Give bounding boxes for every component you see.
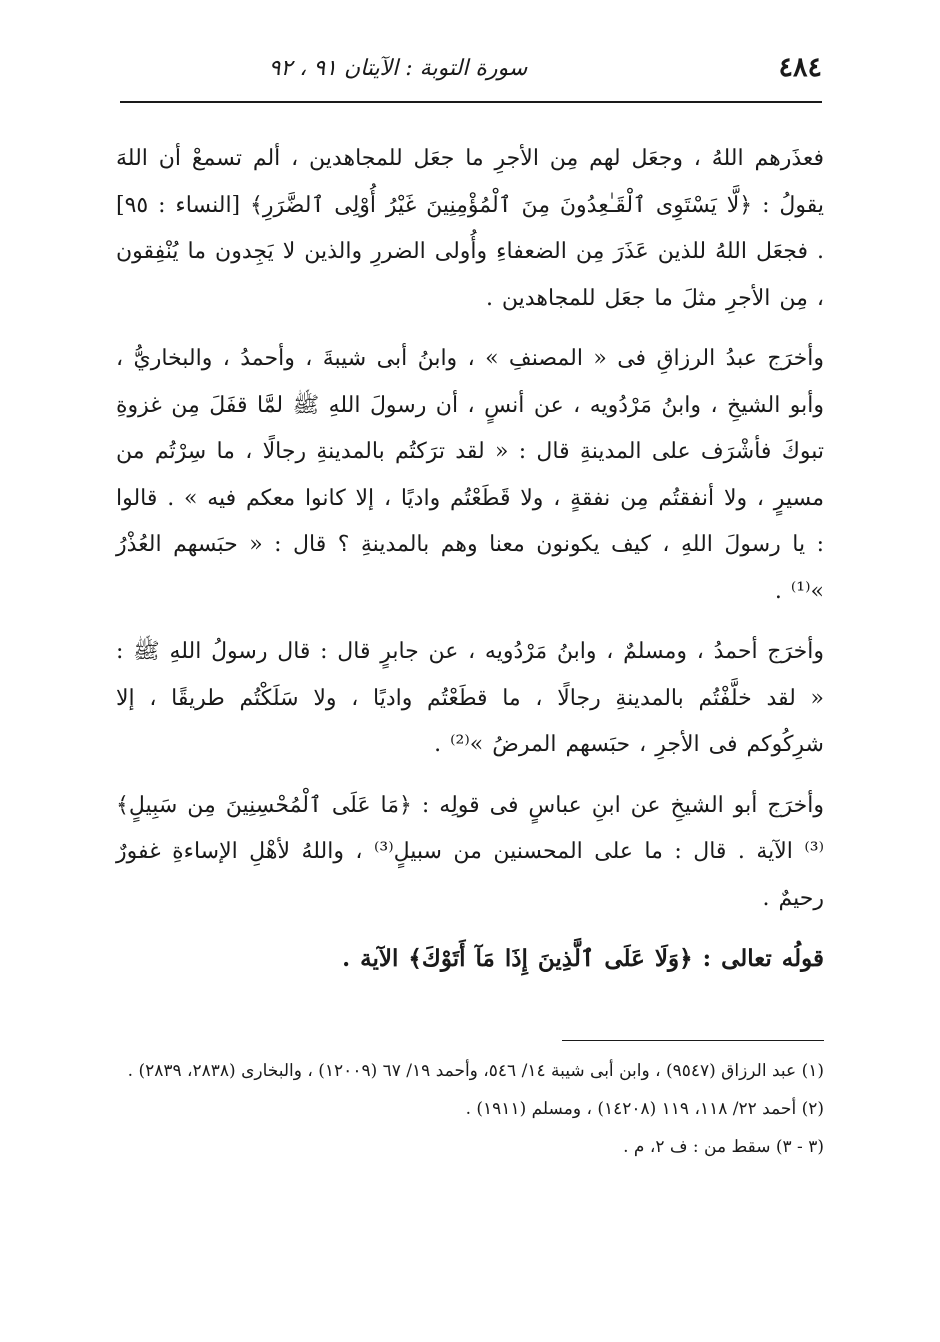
paragraph-excuse: فعذَرهم اللهُ ، وجعَل لهم مِن الأجرِ ما جعَل للمجاهدين ، ألم تسمعْ أن اللهَ يقولُ : ﴿لَّا يَسْتَوِى ٱلْقَـٰعِدُونَ مِنَ ٱلْمُؤْمِنِينَ غَيْرُ أُوْلِى ٱلضَّرَرِ﴾ [النساء : ٩٥] . فجعَل اللهُ للذين عَذَرَ مِن الضعفاءِ وأُولى الضررِ والذين لا يَجِدون ما يُنْفِقون ، مِن الأجرِ مثلَ ما جعَل للمجاهدين . — [116, 146, 824, 311]
footnote-3: (٣ - ٣) سقط من : ف ٢، م . — [623, 1137, 824, 1157]
footnote-2: (٢) أحمد ٢٢/ ١١٨، ١١٩ (١٤٢٠٨) ، ومسلم (١٩١١) . — [465, 1099, 824, 1119]
header-rule — [120, 101, 822, 103]
page-number: ٤٨٤ — [778, 52, 822, 83]
verse-heading: قولُه تعالى : ﴿وَلَا عَلَى ٱلَّذِينَ إِذَا مَآ أَتَوْكَ﴾ الآية . — [342, 945, 824, 972]
paragraph-jabir-narration: وأخرَج أحمدُ ، ومسلمٌ ، وابنُ مَرْدُويه ، عن جابرٍ قال : قال رسولُ اللهِ ﷺ : « لقد خلَّفْتُم بالمدينةِ رجالًا ، ما قطَعْتُم واديًا ، ولا سَلَكْتُم طريقًا ، إلا شرِكُوكم فى الأجرِ ، حبَسهم المرضُ »⁽²⁾ . — [116, 639, 824, 757]
paragraph-anas-narration: وأخرَج عبدُ الرزاقِ فى « المصنفِ » ، وابنُ أبى شيبةَ ، وأحمدُ ، والبخاريُّ ، وأبو الشيخِ ، وابنُ مَرْدُويه ، عن أنسٍ ، أن رسولَ اللهِ ﷺ لمَّا قفَلَ مِن غزوةِ تبوكَ فأشْرَف على المدينةِ قال : « لقد ترَكتُم بالمدينةِ رجالًا ، ما سِرْتُم من مسيرٍ ، ولا أنفقتُم مِن نفقةٍ ، ولا قَطَعْتُم واديًا ، إلا كانوا معكم فيه » . قالوا : يا رسولَ اللهِ ، كيف يكونون معنا وهم بالمدينةِ ؟ قال : « حبَسهم العُذْرُ »⁽¹⁾ . — [116, 346, 824, 604]
footnotes — [116, 1056, 824, 1170]
footnote-1: (١) عبد الرزاق (٩٥٤٧) ، وابن أبى شيبة ١٤/ ٥٤٦، وأحمد ١٩/ ٦٧ (١٢٠٠٩) ، والبخارى (٢٨٣٨، ٢٨٣٩) . — [127, 1061, 824, 1081]
running-title: سورة التوبة : الآيتان ٩١ ، ٩٢ — [268, 56, 528, 81]
page-header — [118, 52, 822, 92]
footnote-rule — [562, 1040, 824, 1041]
main-text — [116, 136, 824, 997]
paragraph-ibn-abbas: وأخرَج أبو الشيخِ عن ابنِ عباسٍ فى قولِه : ﴿مَا عَلَى ٱلْمُحْسِنِينَ مِن سَبِيلٍ﴾⁽³⁾ الآية . قال : ما على المحسنين من سبيلٍ⁽³⁾ ، واللهُ لأهْلِ الإساءةِ غفورٌ رحيمٌ . — [116, 792, 824, 911]
